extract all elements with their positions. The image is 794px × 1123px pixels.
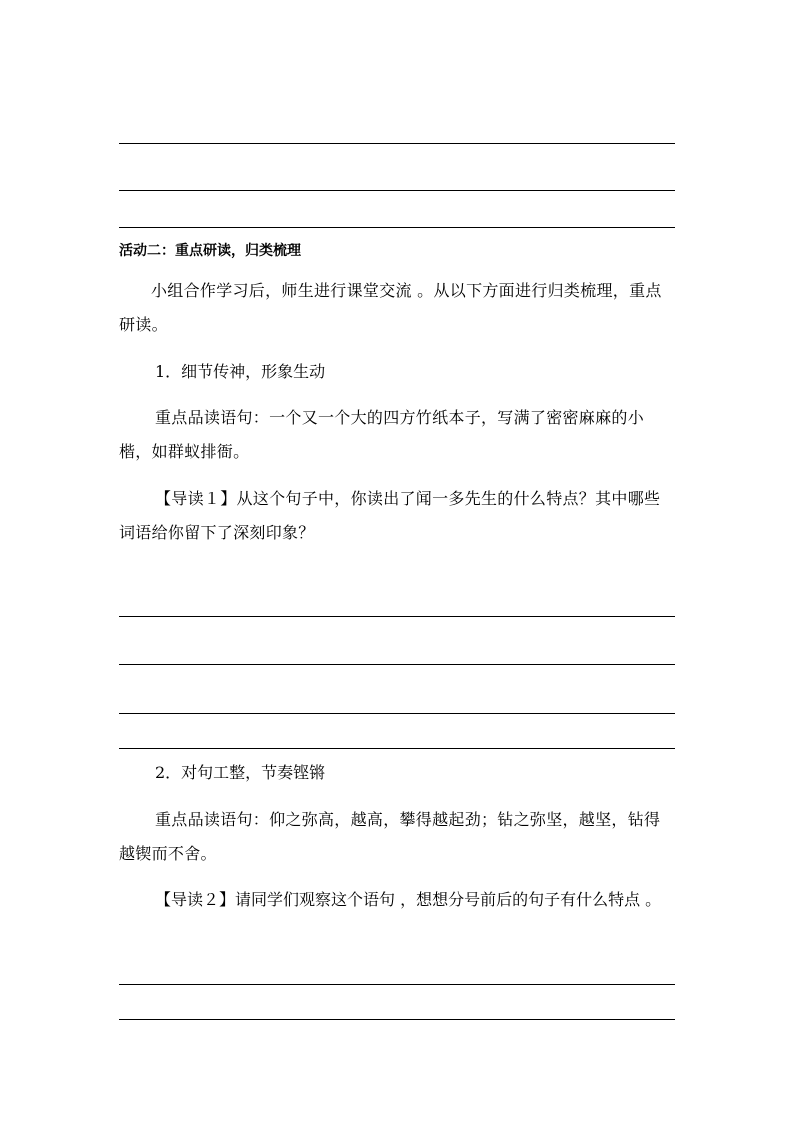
activity-intro: 小组合作学习后，师生进行课堂交流 。从以下方面进行归类梳理，重点研读。	[119, 281, 662, 334]
answer-line	[119, 1019, 675, 1020]
answer-line	[119, 143, 675, 144]
section-2-guide: 【导读２】请同学们观察这个语句 ，想想分号前后的句子有什么特点 。	[155, 890, 662, 909]
section-1-guide: 【导读１】从这个句子中，你读出了闻一多先生的什么特点？其中哪些词语给你留下了深刻印象？	[119, 489, 661, 542]
answer-line	[119, 713, 675, 714]
answer-line	[119, 616, 675, 617]
answer-line	[119, 190, 675, 191]
section-1-title: 1．细节传神，形象生动	[155, 362, 326, 381]
answer-line	[119, 664, 675, 665]
answer-line	[119, 984, 675, 985]
section-2-title: 2．对句工整，节奏铿锵	[155, 763, 326, 782]
section-2-quote: 重点品读语句：仰之弥高，越高，攀得越起劲；钻之弥坚，越坚，钻得越锲而不舍。	[119, 810, 661, 863]
answer-line	[119, 748, 675, 749]
answer-line	[119, 227, 675, 228]
section-1-quote: 重点品读语句：一个又一个大的四方竹纸本子，写满了密密麻麻的小楷，如群蚁排衙。	[119, 408, 645, 461]
activity-heading: 活动二：重点研读，归类梳理	[119, 243, 301, 259]
